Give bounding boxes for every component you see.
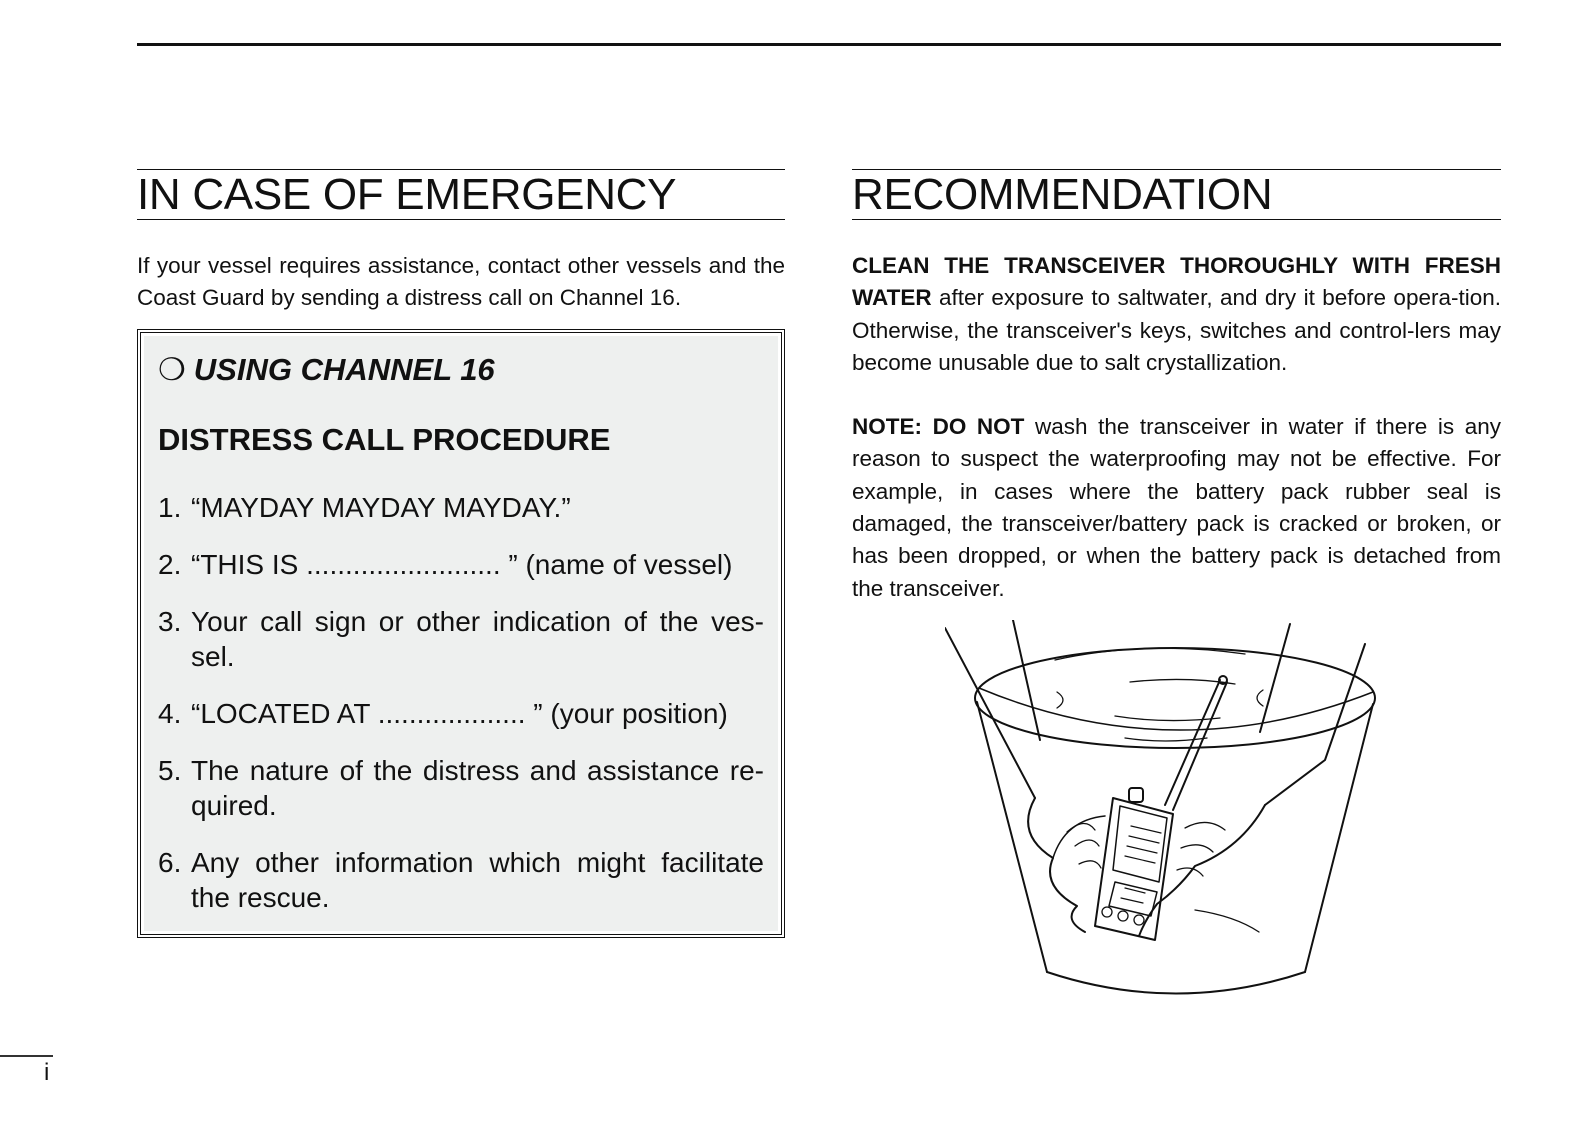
step-text: “THIS IS ......................... ” (name of vessel) <box>191 548 733 580</box>
step-number: 4. <box>158 697 182 729</box>
panel-subtitle <box>158 350 764 390</box>
distress-step <box>158 604 764 674</box>
note-body: wash the transceiver in water if there is any reason to suspect the waterproofing may not be effective. For example, in cases where the battery pack rubber seal is damaged, the transceiver/battery pack is cracked or broken, or has been dropped, or when the battery pack is detached from the transceiver. <box>852 414 1501 601</box>
distress-step <box>158 490 764 525</box>
emergency-intro: If your vessel requires assistance, contact other vessels and the Coast Guard by sending a distress call on Channel 16. <box>137 253 785 311</box>
distress-call-panel-inner <box>144 336 778 931</box>
note-emphasis: NOTE: DO NOT <box>852 414 1025 440</box>
emergency-heading: IN CASE OF EMERGENCY <box>137 169 785 220</box>
step-text: “LOCATED AT ................... ” (your position) <box>191 697 728 729</box>
clean-body: after exposure to saltwater, and dry it before opera-tion. Otherwise, the transceiver's keys, switches and control-lers may become unusable due to salt crystallization. <box>852 285 1501 375</box>
distress-step <box>158 845 764 915</box>
note-paragraph <box>852 411 1501 605</box>
page-number-rule <box>0 1055 53 1057</box>
clean-paragraph <box>852 250 1501 379</box>
circle-bullet-icon: ❍ <box>158 351 186 387</box>
top-rule <box>137 43 1501 46</box>
step-number: 5. <box>158 754 182 786</box>
distress-step <box>158 753 764 823</box>
emergency-section <box>137 169 785 938</box>
panel-title: DISTRESS CALL PROCEDURE <box>158 421 611 457</box>
step-text: Your call sign or other indication of the ves-sel. <box>191 605 764 672</box>
clean-emphasis: CLEAN THE TRANSCEIVER THOROUGHLY WITH FRESH WATER <box>852 253 1501 311</box>
distress-step <box>158 696 764 731</box>
step-number: 6. <box>158 846 182 878</box>
panel-subtitle-text: USING CHANNEL 16 <box>193 351 495 387</box>
step-text: The nature of the distress and assistance re-quired. <box>191 754 764 821</box>
distress-steps-list <box>158 490 764 915</box>
step-number: 3. <box>158 605 182 637</box>
distress-call-panel <box>137 329 785 938</box>
distress-step <box>158 547 764 582</box>
step-number: 2. <box>158 548 182 580</box>
recommendation-section <box>852 169 1501 605</box>
recommendation-heading: RECOMMENDATION <box>852 169 1501 220</box>
step-text: “MAYDAY MAYDAY MAYDAY.” <box>191 491 571 523</box>
step-text: Any other information which might facilitate the rescue. <box>191 846 764 913</box>
page-number: i <box>44 1059 50 1086</box>
bucket-washing-radio-icon <box>945 620 1385 1020</box>
step-number: 1. <box>158 491 182 523</box>
